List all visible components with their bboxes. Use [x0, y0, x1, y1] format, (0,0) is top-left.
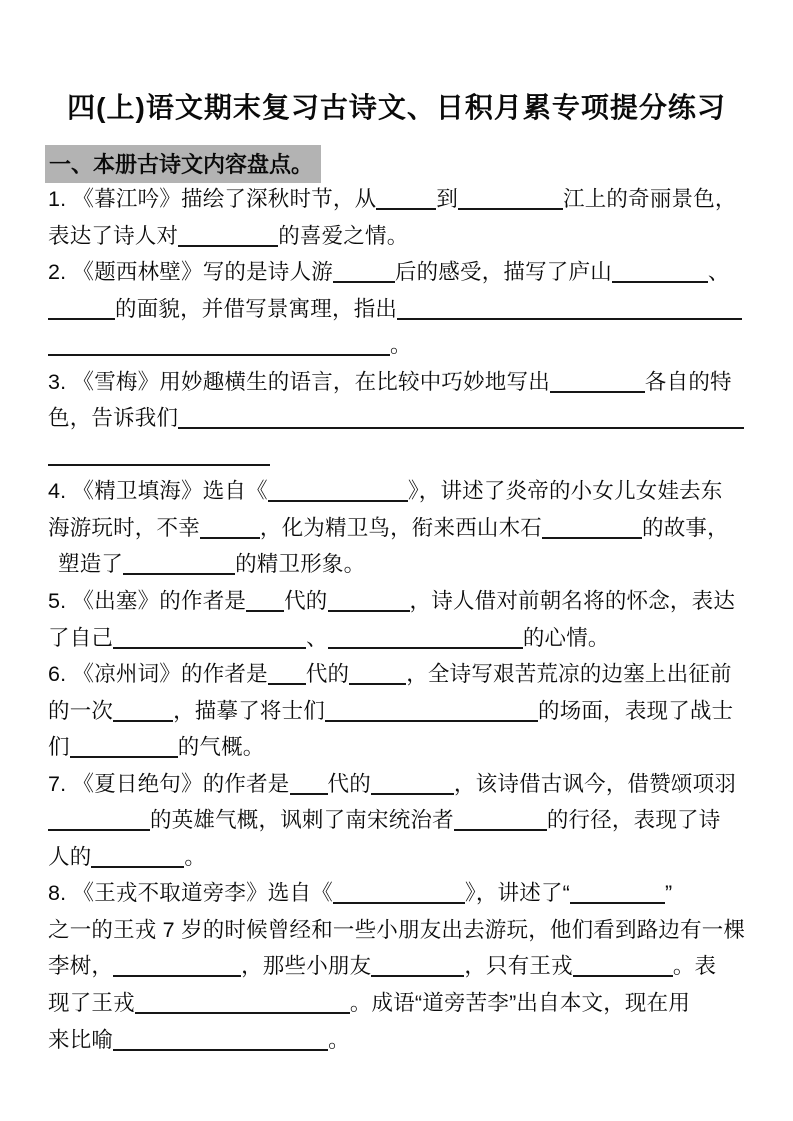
fill-in-blank: [268, 497, 408, 502]
fill-in-blank: [135, 1009, 350, 1014]
fill-in-blank: [113, 644, 306, 649]
fill-in-blank: [48, 351, 390, 356]
fill-in-blank: [70, 753, 178, 758]
line-text: 。表: [672, 954, 717, 979]
line-text: ，该诗借古讽今，借赞颂项羽: [453, 771, 737, 796]
worksheet-line: [48, 473, 758, 510]
fill-in-blank: [48, 315, 115, 320]
fill-in-blank: [113, 972, 241, 977]
worksheet-line: [48, 985, 758, 1022]
worksheet-line: [48, 656, 758, 693]
fill-in-blank: [573, 972, 673, 977]
worksheet-line: [48, 802, 758, 839]
worksheet-line: [48, 510, 758, 547]
fill-in-blank: [550, 388, 645, 393]
line-text: 6. 《凉州词》的作者是: [48, 662, 268, 687]
line-text: 现了王戎: [48, 991, 135, 1016]
fill-in-blank: [333, 899, 465, 904]
fill-in-blank: [328, 644, 523, 649]
fill-in-blank: [376, 205, 436, 210]
line-text: 、: [306, 625, 328, 650]
line-text: 。: [390, 333, 412, 358]
line-text: 来比喻: [48, 1027, 114, 1052]
fill-in-blank: [113, 1046, 328, 1051]
section-header: 一、本册古诗文内容盘点。: [45, 145, 321, 183]
fill-in-blank: [178, 424, 744, 429]
line-text: 。: [184, 844, 207, 869]
line-text: 的心情。: [522, 625, 610, 650]
line-text: 表达了诗人对: [48, 223, 179, 248]
worksheet-line: [48, 948, 758, 985]
line-text: 7. 《夏日绝句》的作者是: [48, 771, 290, 796]
worksheet-lines: [48, 181, 758, 1058]
line-text: ，只有王戎: [464, 954, 573, 979]
fill-in-blank: [397, 315, 742, 320]
line-text: 的喜爱之情。: [278, 223, 409, 248]
line-text: 4. 《精卫填海》选自《: [48, 479, 268, 504]
line-text: 1. 《暮江吟》描绘了深秋时节，从: [48, 187, 377, 211]
fill-in-blank: [113, 717, 173, 722]
line-text: 代的: [284, 589, 328, 614]
line-text: 的精卫形象。: [235, 552, 366, 577]
line-text: 的一次: [48, 698, 114, 723]
worksheet-line: [48, 839, 758, 876]
page-title: 四(上)语文期末复习古诗文、日积月累专项提分练习: [67, 92, 726, 123]
worksheet-line: [48, 218, 758, 255]
line-text: ，那些小朋友: [241, 954, 372, 979]
fill-in-blank: [328, 607, 410, 612]
line-text: 海游玩时，不幸: [48, 515, 200, 540]
line-text: 各自的特: [644, 369, 732, 394]
line-text: ，描摹了将士们: [173, 698, 326, 723]
fill-in-blank: [570, 899, 665, 904]
fill-in-blank: [48, 826, 150, 831]
line-text: 》，讲述了炎帝的小女儿女娃去东: [407, 479, 723, 504]
fill-in-blank: [200, 534, 260, 539]
line-text: 代的: [327, 771, 371, 796]
worksheet-line: [48, 729, 758, 766]
line-text: 色，告诉我们: [48, 406, 179, 431]
fill-in-blank: [349, 680, 406, 685]
line-text: ”: [665, 881, 673, 906]
line-text: 人的: [48, 844, 92, 869]
worksheet-line: [48, 364, 758, 401]
line-text: 到: [436, 187, 459, 211]
worksheet-line: [48, 875, 758, 912]
worksheet-line: [48, 620, 758, 657]
fill-in-blank: [325, 717, 538, 722]
fill-in-blank: [371, 972, 464, 977]
line-text: 的故事，: [642, 515, 729, 540]
fill-in-blank: [48, 461, 270, 466]
worksheet-line: [48, 400, 758, 437]
line-text: 们: [48, 735, 70, 760]
line-text: 塑造了: [58, 552, 124, 577]
worksheet-line: [48, 327, 758, 364]
worksheet-line: [48, 254, 758, 291]
fill-in-blank: [333, 278, 395, 283]
fill-in-blank: [290, 790, 328, 795]
line-text: ，全诗写艰苦荒凉的边塞上出征前: [406, 662, 732, 687]
line-text: 2. 《题西林壁》写的是诗人游: [48, 260, 333, 285]
line-text: 。: [328, 1027, 350, 1052]
line-text: 后的感受，描写了庐山: [394, 260, 612, 285]
line-text: 的面貌，并借写景寓理，指出: [115, 296, 398, 321]
fill-in-blank: [454, 826, 547, 831]
worksheet-line: [48, 546, 758, 583]
line-text: 的场面，表现了战士: [538, 698, 734, 723]
line-text: 代的: [305, 662, 350, 687]
fill-in-blank: [542, 534, 642, 539]
fill-in-blank: [458, 205, 563, 210]
line-text: 了自己: [48, 625, 114, 650]
fill-in-blank: [246, 607, 284, 612]
line-text: 5. 《出塞》的作者是: [48, 589, 247, 614]
line-text: ，诗人借对前朝名将的怀念，表达: [409, 589, 736, 614]
line-text: 的行径，表现了诗: [546, 808, 721, 833]
fill-in-blank: [91, 863, 184, 868]
line-text: 的英雄气概，讽刺了南宋统治者: [150, 808, 454, 833]
worksheet-line: [48, 181, 758, 218]
worksheet-line: [48, 583, 758, 620]
worksheet-line: [48, 693, 758, 730]
line-text: 的气概。: [177, 735, 265, 760]
worksheet-line: [48, 912, 758, 949]
worksheet-line: [48, 766, 758, 803]
fill-in-blank: [268, 680, 306, 685]
line-text: 李树，: [48, 954, 114, 979]
line-text: 。成语“道旁苦李”出自本文，现在用: [349, 991, 691, 1016]
line-text: 3. 《雪梅》用妙趣横生的语言，在比较中巧妙地写出: [48, 369, 550, 394]
fill-in-blank: [371, 790, 454, 795]
line-text: ，化为精卫鸟，衔来西山木石: [259, 515, 543, 540]
fill-in-blank: [123, 570, 235, 575]
worksheet-line: [48, 437, 758, 474]
line-text: 8. 《王戎不取道旁李》选自《: [48, 881, 333, 906]
fill-in-blank: [178, 242, 278, 247]
line-text: 江上的奇丽景色，: [563, 187, 737, 211]
line-text: 》，讲述了“: [464, 881, 571, 906]
fill-in-blank: [612, 278, 708, 283]
worksheet-line: [48, 1022, 758, 1059]
line-text: 之一的王戎 7 岁的时候曾经和一些小朋友出去游玩，他们看到路边有一棵: [48, 917, 746, 942]
line-text: 、: [707, 260, 730, 285]
worksheet-line: [48, 291, 758, 328]
